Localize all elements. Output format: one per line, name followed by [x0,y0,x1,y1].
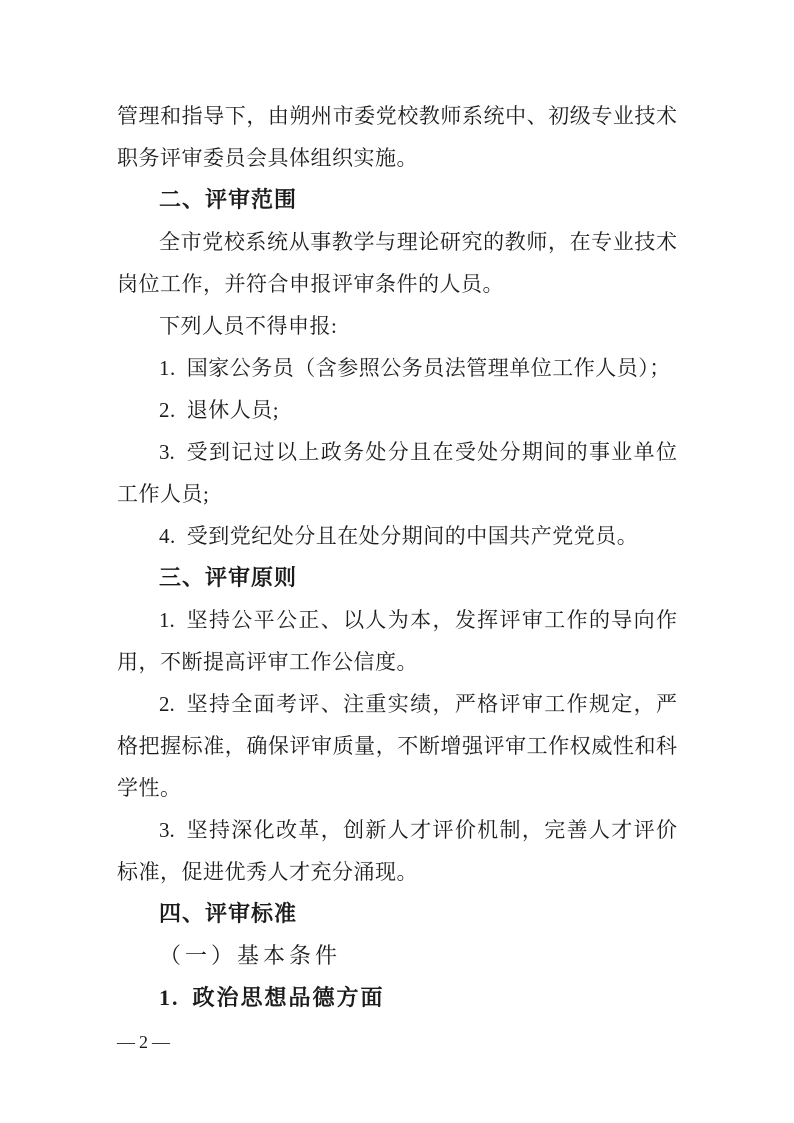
page-number [117,1030,174,1054]
document-body [117,95,677,1019]
text-line-18: 3. 坚持深化改革，创新人才评价机制，完善人才评价 [159,818,677,842]
text-line-2: 职务评审委员会具体组织实施。 [117,146,418,170]
text-line-14: 用，不断提高评审工作公信度。 [117,650,418,674]
text-line-13: 1. 坚持公平公正、以人为本，发挥评审工作的导向作 [159,608,677,632]
text-line-20: 四、评审标准 [159,901,298,926]
text-line-5: 岗位工作，并符合申报评审条件的人员。 [117,272,504,296]
text-line-15: 2. 坚持全面考评、注重实绩，严格评审工作规定，严 [159,692,677,716]
text-line-11: 4. 受到党纪处分且在处分期间的中国共产党党员。 [159,524,639,548]
text-line-8: 2. 退休人员; [159,398,280,422]
text-line-1: 管理和指导下，由朔州市委党校教师系统中、初级专业技术 [117,104,677,128]
text-line-7: 1. 国家公务员（含参照公务员法管理单位工作人员）； [159,356,671,380]
text-line-6: 下列人员不得申报: [159,314,338,338]
page-number-text: —2— [117,1032,174,1052]
text-line-22: 1. 政治思想品德方面 [159,985,385,1010]
text-line-10: 工作人员; [117,482,210,506]
text-line-4: 全市党校系统从事教学与理论研究的教师，在专业技术 [159,230,677,254]
text-line-12: 三、评审原则 [159,565,298,590]
text-line-17: 学性。 [117,776,182,800]
text-line-21: （一）基本条件 [159,943,342,968]
text-line-19: 标准，促进优秀人才充分涌现。 [117,860,418,884]
text-line-3: 二、评审范围 [159,187,298,212]
text-line-9: 3. 受到记过以上政务处分且在受处分期间的事业单位 [159,440,677,464]
text-line-16: 格把握标准，确保评审质量，不断增强评审工作权威性和科 [117,734,677,758]
